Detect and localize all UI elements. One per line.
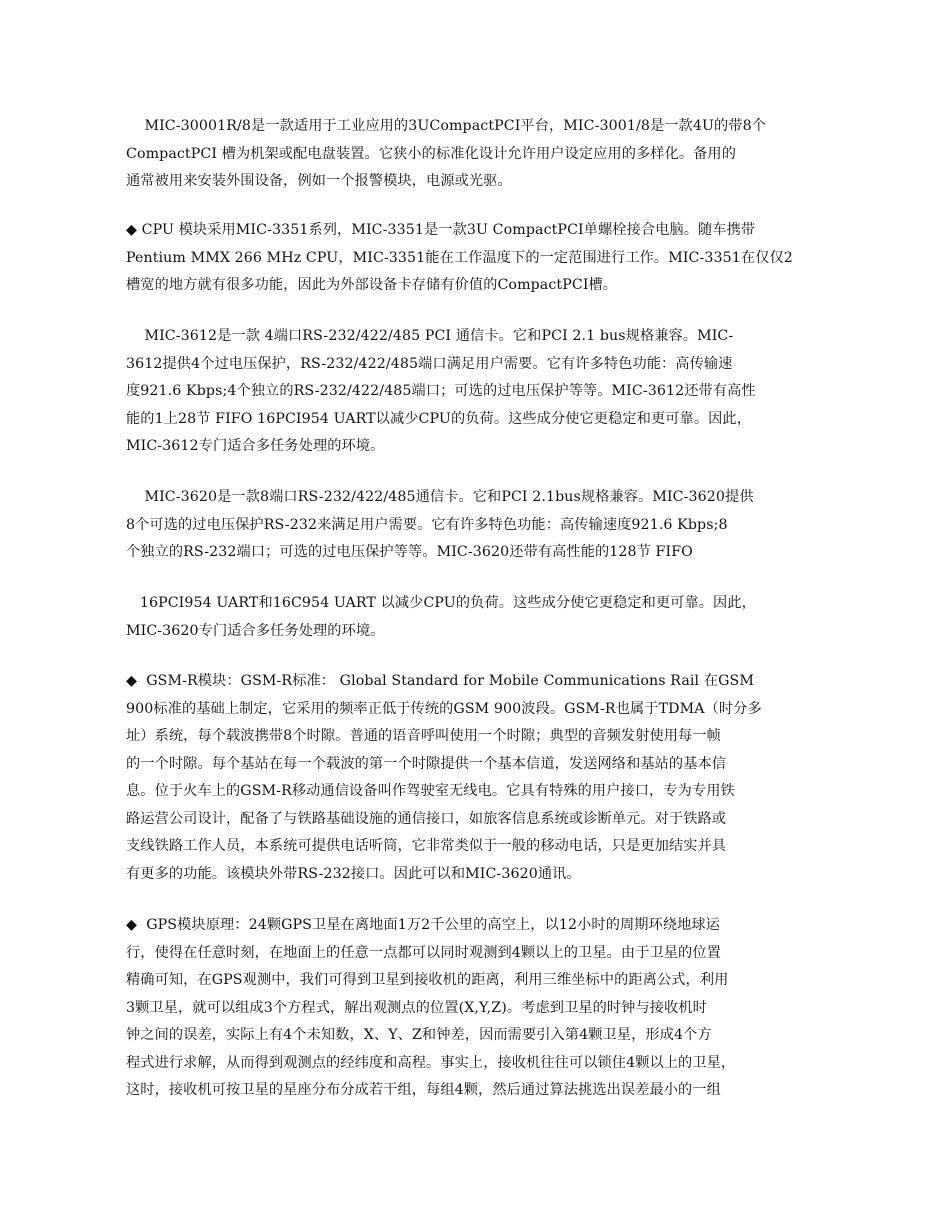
text-line: MIC-30001R/8是一款适用于工业应用的3UCompactPCI平台，MIC-3001/8是一款4U的带8个	[126, 118, 767, 134]
text-line: MIC-3612是一款 4端口RS-232/422/485 PCI 通信卡。它和PCI 2.1 bus规格兼容。MIC-	[126, 328, 734, 344]
paragraph-cpu-module	[126, 217, 826, 300]
text-line: 8个可选的过电压保护RS-232来满足用户需要。它有许多特色功能：高传输速度921.6 Kbps;8	[126, 516, 728, 533]
text-line: 槽宽的地方就有很多功能，因此为外部设备卡存储有价值的CompactPCI槽。	[126, 277, 618, 293]
text-line: 址）系统，每个载波携带8个时隙。普通的语音呼叫使用一个时隙；典型的音频发射使用每一帧	[126, 728, 721, 744]
text-line: 的一个时隙。每个基站在每一个载波的第一个时隙提供一个基本信道，发送网络和基站的基本信	[126, 755, 727, 772]
text-line: Pentium MMX 266 MHz CPU，MIC-3351能在工作温度下的一定范围进行工作。MIC-3351在仅仅2	[126, 249, 793, 266]
text-line: 息。位于火车上的GSM-R移动通信设备叫作驾驶室无线电。它具有特殊的用户接口，专为专用铁	[126, 783, 735, 799]
text-line: MIC-3612专门适合多任务处理的环境。	[126, 438, 385, 454]
text-line: 度921.6 Kbps;4个独立的RS-232/422/485端口；可选的过电压保护等等。MIC-3612还带有高性	[126, 383, 756, 399]
text-line: 900标准的基础上制定，它采用的频率正低于传统的GSM 900波段。GSM-R也属于TDMA（时分多	[126, 700, 762, 717]
text-line: 程式进行求解，从而得到观测点的经纬度和高程。事实上，接收机往往可以锁住4颗以上的卫星，	[126, 1054, 736, 1071]
text-line: 3612提供4个过电压保护，RS-232/422/485端口满足用户需要。它有许多特色功能：高传输速	[126, 355, 733, 372]
paragraph-mic-3001-platform	[126, 113, 826, 196]
text-line: 支线铁路工作人员，本系统可提供电话听筒，它非常类似于一般的移动电话，只是更加结实并具	[126, 838, 727, 854]
text-line: MIC-3620是一款8端口RS-232/422/485通信卡。它和PCI 2.1bus规格兼容。MIC-3620提供	[126, 489, 754, 505]
text-line: 行，使得在任意时刻，在地面上的任意一点都可以同时观测到4颗以上的卫星。由于卫星的位置	[126, 944, 721, 961]
text-line: 16PCI954 UART和16C954 UART 以减少CPU的负荷。这些成分使它更稳定和更可靠。因此，	[126, 595, 756, 611]
text-line: ◆ GSM-R模块：GSM-R标准： Global Standard for Mobile Communications Rail 在GSM	[126, 673, 754, 689]
text-line: 3颗卫星，就可以组成3个方程式，解出观测点的位置(X,Y,Z)。考虑到卫星的时钟与接收机时	[126, 999, 707, 1016]
text-line: 精确可知，在GPS观测中，我们可得到卫星到接收机的距离，利用三维坐标中的距离公式，利用	[126, 972, 729, 988]
text-line: 钟之间的误差，实际上有4个未知数，X、Y、Z和钟差，因而需要引入第4颗卫星，形成4个方	[126, 1027, 712, 1043]
text-line: ◆ GPS模块原理：24颗GPS卫星在离地面1万2千公里的高空上，以12小时的周期环绕地球运	[126, 917, 720, 933]
text-line: 能的1上28节 FIFO 16PCI954 UART以减少CPU的负荷。这些成分使它更稳定和更可靠。因此，	[126, 410, 751, 427]
text-line: 通常被用来安装外围设备，例如一个报警模块，电源或光驱。	[126, 173, 512, 189]
text-line: MIC-3620专门适合多任务处理的环境。	[126, 622, 385, 639]
text-line: ◆ CPU 模块采用MIC-3351系列，MIC-3351是一款3U CompactPCI单螺栓接合电脑。随车携带	[126, 222, 756, 238]
text-line: 有更多的功能。该模块外带RS-232接口。因此可以和MIC-3620通讯。	[126, 865, 581, 882]
paragraph-mic-3620-continued	[126, 590, 826, 645]
paragraph-mic-3620	[126, 484, 826, 567]
text-line: 个独立的RS-232端口；可选的过电压保护等等。MIC-3620还带有高性能的128节 FIFO	[126, 544, 693, 560]
paragraph-gps-module	[126, 912, 826, 1105]
paragraph-gsm-r-module	[126, 668, 826, 888]
text-line: 这时，接收机可按卫星的星座分布分成若干组，每组4颗，然后通过算法挑选出误差最小的一组	[126, 1082, 721, 1098]
text-line: CompactPCI 槽为机架或配电盘装置。它狭小的标准化设计允许用户设定应用的多样化。备用的	[126, 145, 737, 162]
paragraph-mic-3612	[126, 323, 826, 461]
text-line: 路运营公司设计，配备了与铁路基础设施的通信接口，如旅客信息系统或诊断单元。对于铁路或	[126, 810, 727, 827]
